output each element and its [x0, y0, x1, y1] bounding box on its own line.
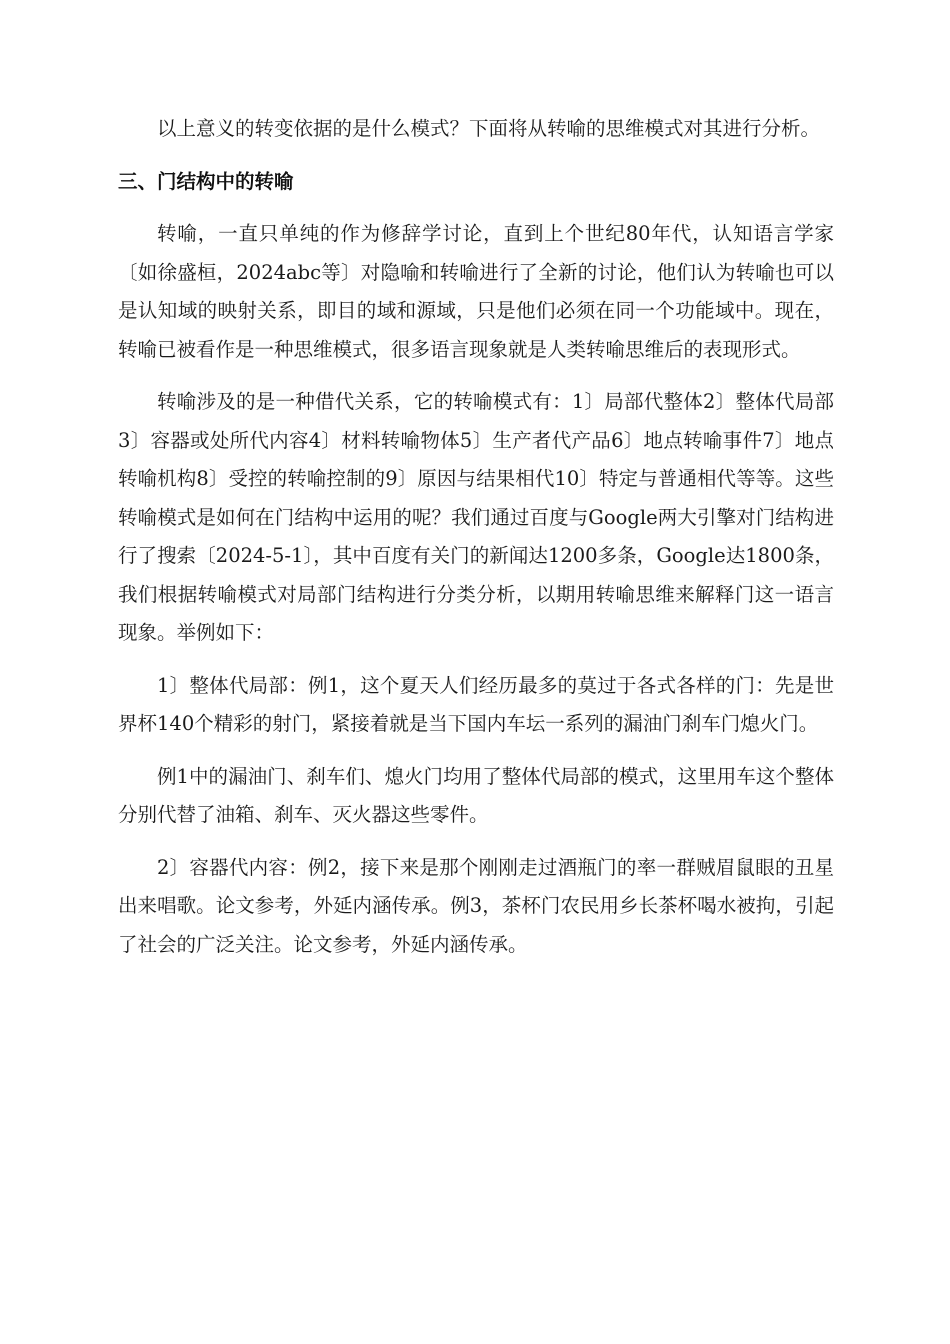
document-body — [118, 110, 834, 978]
paragraph-intro: 以上意义的转变依据的是什么模式？下面将从转喻的思维模式对其进行分析。 — [157, 117, 821, 140]
paragraph-example-2-3: 2〕容器代内容：例2，接下来是那个刚刚走过酒瓶门的率一群贼眉鼠眼的丑星出来唱歌。论文参考，外延内涵传承。例3，茶杯门农民用乡长茶杯喝水被拘，引起了社会的广泛关注。论文参考，外延内涵传承。 — [118, 855, 834, 956]
paragraph-example-1: 1〕整体代局部：例1，这个夏天人们经历最多的莫过于各式各样的门：先是世界杯140个精彩的射门，紧接着就是当下国内车坛一系列的漏油门刹车门熄火门。 — [118, 673, 834, 735]
section-heading: 三、门结构中的转喻 — [118, 169, 294, 193]
paragraph-metonymy-definition: 转喻，一直只单纯的作为修辞学讨论，直到上个世纪80年代，认知语言学家〔如徐盛桓，2024abc等〕对隐喻和转喻进行了全新的讨论，他们认为转喻也可以是认知域的映射关系，即目的域和源域，只是他们必须在同一个功能域中。现在，转喻已被看作是一种思维模式，很多语言现象就是人类转喻思维后的表现形式。 — [118, 222, 834, 361]
paragraph-example-1-analysis: 例1中的漏油门、刹车们、熄火门均用了整体代局部的模式，这里用车这个整体分别代替了油箱、刹车、灭火器这些零件。 — [118, 764, 834, 826]
paragraph-metonymy-patterns: 转喻涉及的是一种借代关系，它的转喻模式有：1〕局部代整体2〕整体代局部3〕容器或处所代内容4〕材料转喻物体5〕生产者代产品6〕地点转喻事件7〕地点转喻机构8〕受控的转喻控制的9〕原因与结果相代10〕特定与普通相代等等。这些转喻模式是如何在门结构中运用的呢？我们通过百度与Google两大引擎对门结构进行了搜索〔2024-5-1〕，其中百度有关门的新闻达1200多条，Google达1800条，我们根据转喻模式对局部门结构进行分类分析，以期用转喻思维来解释门这一语言现象。举例如下： — [118, 390, 834, 644]
